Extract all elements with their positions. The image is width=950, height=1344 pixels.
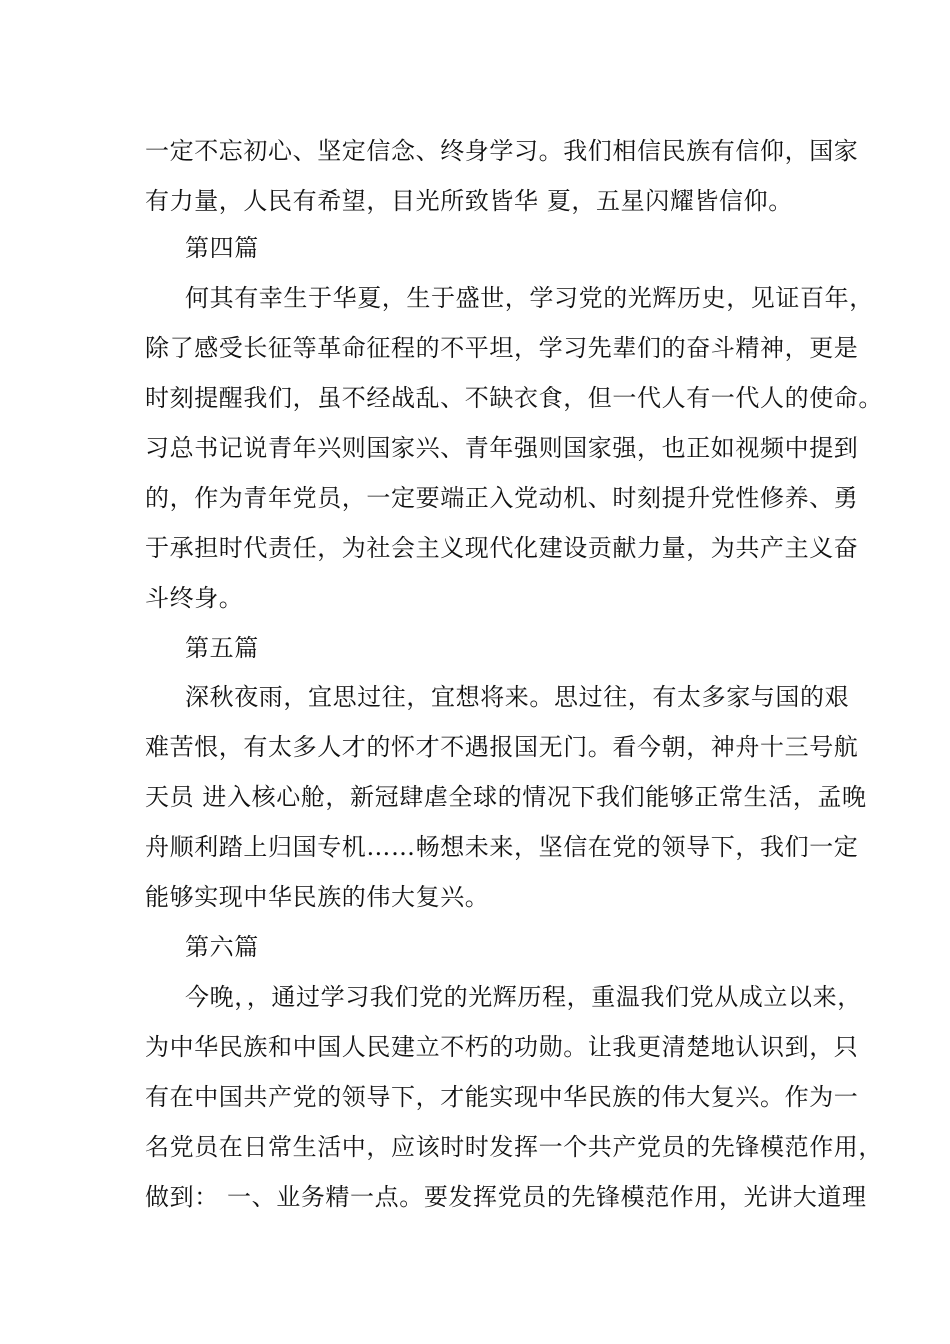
paragraph-line: 于承担时代责任，为社会主义现代化建设贡献力量，为共产主义奋 — [145, 534, 859, 562]
paragraph-line: 习总书记说青年兴则国家兴、青年强则国家强，也正如视频中提到 — [145, 434, 859, 462]
paragraph-line: 斗终身。 — [145, 584, 244, 612]
paragraph-line: 能够实现中华民族的伟大复兴。 — [145, 883, 490, 911]
paragraph-line: 的，作为青年党员，一定要端正入党动机、时刻提升党性修养、勇 — [145, 484, 859, 512]
section-heading-5: 第五篇 — [185, 634, 259, 662]
paragraph-line: 舟顺利踏上归国专机……畅想未来，坚信在党的领导下，我们一定 — [145, 833, 859, 861]
paragraph-line: 今晚，，通过学习我们党的光辉历程，重温我们党从成立以来， — [185, 983, 862, 1011]
paragraph-line: 名党员在日常生活中，应该时时发挥一个共产党员的先锋模范作用， — [145, 1133, 883, 1161]
paragraph-line: 除了感受长征等革命征程的不平坦，学习先辈们的奋斗精神，更是 — [145, 334, 859, 362]
paragraph-line: 有在中国共产党的领导下，才能实现中华民族的伟大复兴。作为一 — [145, 1083, 859, 1111]
paragraph-line: 何其有幸生于华夏，生于盛世，学习党的光辉历史，见证百年， — [185, 284, 874, 312]
paragraph-line: 难苦恨，有太多人才的怀才不遇报国无门。看今朝，神舟十三号航 — [145, 733, 859, 761]
paragraph-line: 有力量，人民有希望，目光所致皆华 夏，五星闪耀皆信仰。 — [145, 187, 793, 215]
paragraph-line: 一定不忘初心、坚定信念、终身学习。我们相信民族有信仰，国家 — [145, 137, 859, 165]
section-heading-4: 第四篇 — [185, 234, 259, 262]
paragraph-line: 为中华民族和中国人民建立不朽的功勋。让我更清楚地认识到，只 — [145, 1033, 859, 1061]
paragraph-line: 天员 进入核心舱，新冠肆虐全球的情况下我们能够正常生活，孟晚 — [145, 783, 867, 811]
paragraph-line: 做到： 一、业务精一点。要发挥党员的先锋模范作用，光讲大道理 — [145, 1183, 867, 1211]
paragraph-line: 深秋夜雨，宜思过往，宜想将来。思过往，有太多家与国的艰 — [185, 683, 850, 711]
section-heading-6: 第六篇 — [185, 933, 259, 961]
paragraph-line: 时刻提醒我们，虽不经战乱、不缺衣食，但一代人有一代人的使命。 — [145, 384, 883, 412]
